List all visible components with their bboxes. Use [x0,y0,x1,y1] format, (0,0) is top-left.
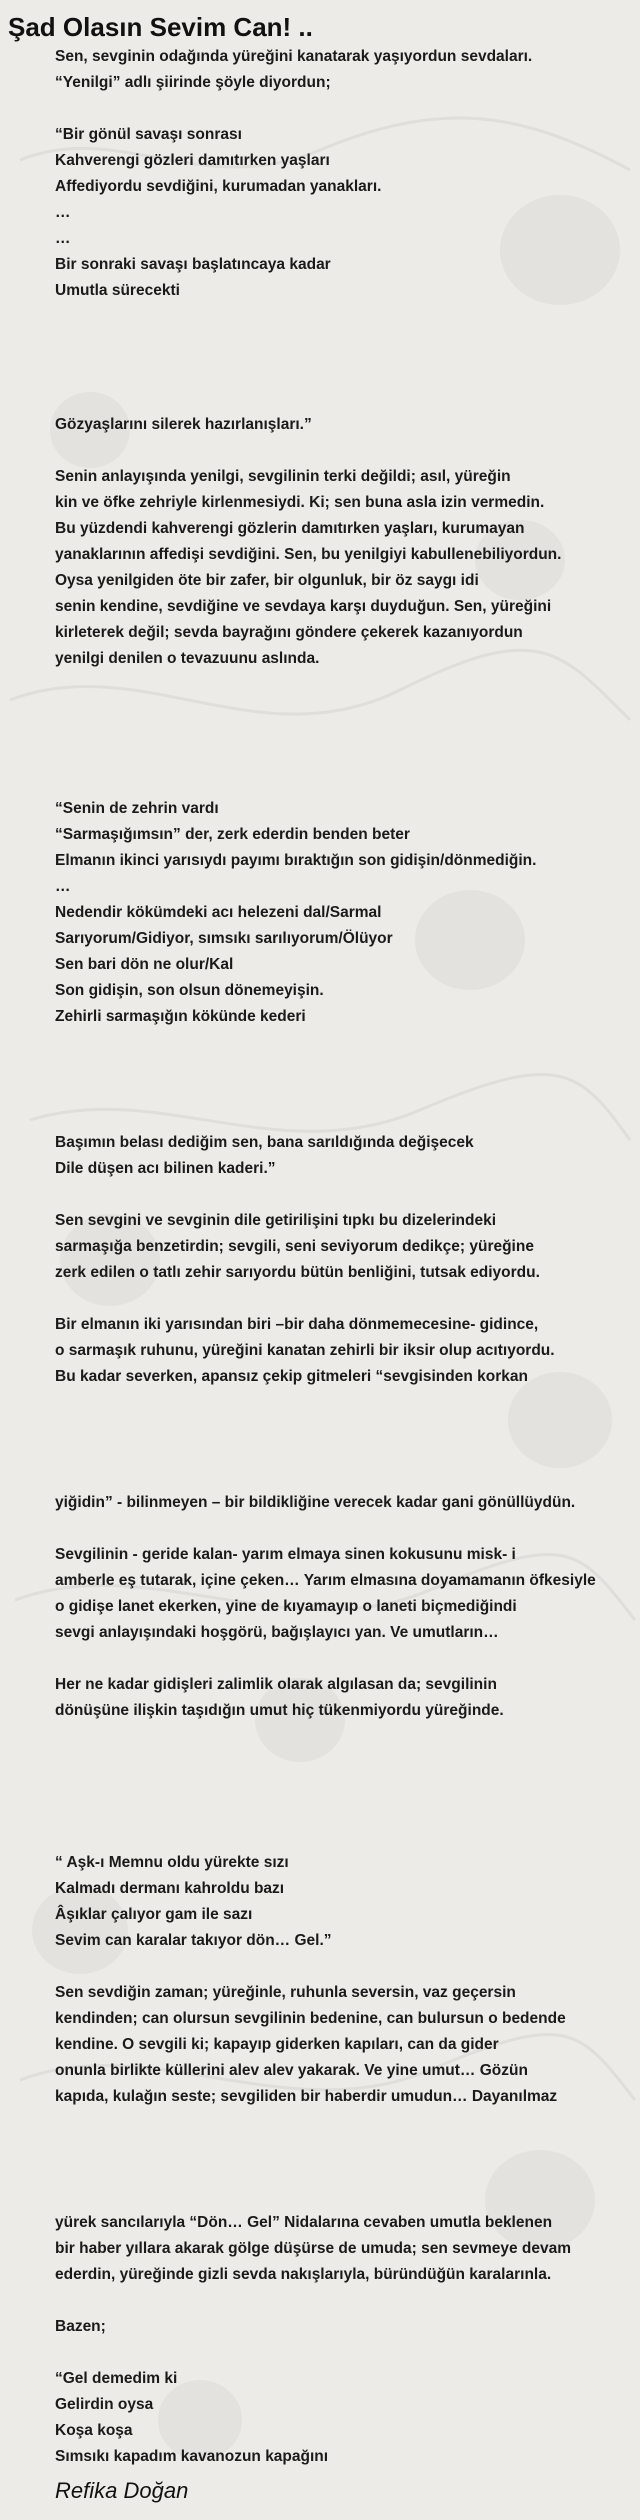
text-line: kirleterek değil; sevda bayrağını göndere çekerek kazanıyordun [55,624,523,641]
text-line: onunla birlikte küllerini alev alev yakarak. Ve yine umut… Gözün [55,2062,528,2079]
text-block-3 [55,796,625,1030]
text-line: kin ve öfke zehriyle kirlenmesiydi. Ki; sen buna asla izin vermedin. [55,494,545,511]
text-line: bir haber yıllara akarak gölge düşürse de umuda; sen sevmeye devam [55,2240,572,2257]
text-line: sarmaşığa benzetirdin; sevgili, seni seviyorum dedikçe; yüreğine [55,1238,534,1255]
text-line: Sarıyorum/Gidiyor, sımsıkı sarılıyorum/Ölüyor [55,930,393,947]
text-block-1 [55,44,625,304]
text-line: Gözyaşlarını silerek hazırlanışları.” [55,416,312,433]
text-line: kendinden; can olursun sevgilinin bedenine, can bulursun o bedende [55,2010,566,2027]
text-line: yürek sancılarıyla “Dön… Gel” Nidalarına cevaben umutla beklenen [55,2214,553,2231]
text-line: Senin anlayışında yenilgi, sevgilinin terki değildi; asıl, yüreğin [55,468,511,485]
paragraph-gap [55,438,625,464]
paragraph-gap [55,1516,625,1542]
paragraph-gap [55,2288,625,2314]
text-line: sevgi anlayışındaki hoşgörü, bağışlayıcı yan. Ve umutların… [55,1624,499,1641]
text-block-7 [55,2210,625,2470]
text-line: Kalmadı dermanı kahroldu bazı [55,1880,285,1897]
text-line: yiğidin” - bilinmeyen – bir bildikliğine verecek kadar gani gönüllüydün. [55,1494,576,1511]
text-line: kapıda, kulağın seste; sevgiliden bir haberdir umudun… Dayanılmaz [55,2088,558,2105]
text-line: Zehirli sarmaşığın kökünde kederi [55,1008,306,1025]
text-line: yanaklarının affedişi sevdiğini. Sen, bu yenilgiyi kabullenebiliyordun. [55,546,562,563]
text-block-6 [55,1850,625,2110]
text-line: Son gidişin, son olsun dönemeyişin. [55,982,324,999]
text-line: Sevim can karalar takıyor dön… Gel.” [55,1932,332,1949]
text-line: Kahverengi gözleri damıtırken yaşları [55,152,330,169]
text-block-2 [55,412,625,672]
paragraph-gap [55,1286,625,1312]
text-line: kendine. O sevgili ki; kapayıp giderken kapıları, can da gider [55,2036,499,2053]
text-line: Gelirdin oysa [55,2396,154,2413]
text-line: Her ne kadar gidişleri zalimlik olarak algılasan da; sevgilinin [55,1676,497,1693]
text-line: Umutla sürecekti [55,282,180,299]
author-signature: Refika Doğan [55,2478,189,2503]
text-line: … [55,204,71,221]
text-line: Sımsıkı kapadım kavanozun kapağını [55,2448,329,2465]
text-line: yenilgi denilen o tevazuunu aslında. [55,650,320,667]
text-line: Bu yüzdendi kahverengi gözlerin damıtırken yaşları, kurumayan [55,520,525,537]
text-line: “ Aşk-ı Memnu oldu yürekte sızı [55,1854,289,1871]
text-line: Koşa koşa [55,2422,133,2439]
text-block-4 [55,1130,625,1390]
text-line: “Bir gönül savaşı sonrası [55,126,242,143]
text-line: “Sarmaşığımsın” der, zerk ederdin benden beter [55,826,410,843]
text-block-5 [55,1490,625,1724]
text-line: Bu kadar severken, apansız çekip gitmeleri “sevgisinden korkan [55,1368,528,1385]
text-line: Âşıklar çalıyor gam ile sazı [55,1906,253,1923]
text-line: Bir sonraki savaşı başlatıncaya kadar [55,256,331,273]
text-line: Sen sevdiğin zaman; yüreğinle, ruhunla seversin, vaz geçersin [55,1984,516,2001]
text-line: zerk edilen o tatlı zehir sarıyordu bütün benliğini, tutsak ediyordu. [55,1264,540,1281]
text-line: Nedendir kökümdeki acı helezeni dal/Sarmal [55,904,382,921]
text-line: amberle eş tutarak, içine çeken… Yarım elmasına doyamamanın öfkesiyle [55,1572,596,1589]
text-line: Başımın belası dediğim sen, bana sarıldığında değişecek [55,1134,474,1151]
text-line: o gidişe lanet ekerken, yine de kıyamayıp o laneti biçmediğindi [55,1598,517,1615]
text-line: Oysa yenilgiden öte bir zafer, bir olgunluk, bir öz saygı idi [55,572,479,589]
paragraph-gap [55,1646,625,1672]
text-line: “Gel demedim ki [55,2370,178,2387]
page-title: Şad Olasın Sevim Can! .. [8,12,313,42]
text-line: senin kendine, sevdiğine ve sevdaya karşı duyduğun. Sen, yüreğini [55,598,552,615]
text-line: … [55,878,71,895]
text-line: o sarmaşık ruhunu, yüreğini kanatan zehirli bir iksir olup acıtıyordu. [55,1342,555,1359]
text-line: Elmanın ikinci yarısıydı payımı bıraktığın son gidişin/dönmediğin. [55,852,537,869]
text-line: ederdin, yüreğinde gizli sevda nakışlarıyla, büründüğün karalarınla. [55,2266,552,2283]
text-line: Sen sevgini ve sevginin dile getirilişini tıpkı bu dizelerindeki [55,1212,497,1229]
text-line: Dile düşen acı bilinen kaderi.” [55,1160,276,1177]
text-line: Bir elmanın iki yarısından biri –bir daha dönmemecesine- gidince, [55,1316,539,1333]
paragraph-gap [55,96,625,122]
paragraph-gap [55,1182,625,1208]
paragraph-gap [55,1954,625,1980]
text-line: Sen bari dön ne olur/Kal [55,956,234,973]
text-line: Affediyordu sevdiğini, kurumadan yanakları. [55,178,382,195]
text-line: Sen, sevginin odağında yüreğini kanatarak yaşıyordun sevdaları. [55,48,533,65]
paragraph-gap [55,2340,625,2366]
text-line: … [55,230,71,247]
text-line: “Senin de zehrin vardı [55,800,219,817]
text-line: dönüşüne ilişkin taşıdığın umut hiç tükenmiyordu yüreğinde. [55,1702,504,1719]
text-line: Bazen; [55,2318,106,2335]
text-line: Sevgilinin - geride kalan- yarım elmaya sinen kokusunu misk- i [55,1546,516,1563]
text-line: “Yenilgi” adlı şiirinde şöyle diyordun; [55,74,331,91]
